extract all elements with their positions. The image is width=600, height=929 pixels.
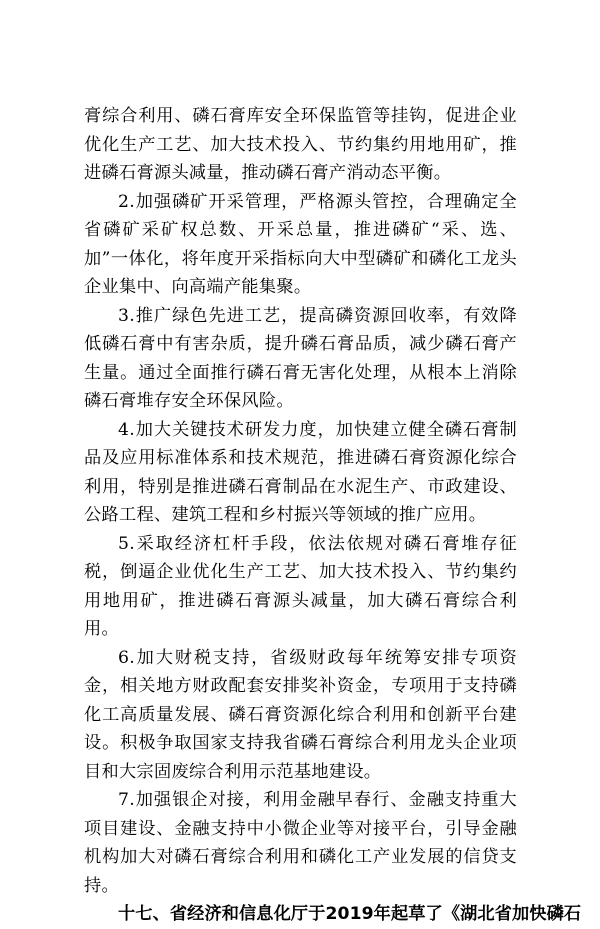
document-body [84, 102, 582, 929]
paragraph-item-6: 6.加大财税支持，省级财政每年统筹安排专项资金，相关地方财政配套安排奖补资金，专项用于支持磷化工高质量发展、磷石膏资源化综合利用和创新平台建设。积极争取国家支持我省磷石膏综合利用龙头企业项目和大宗固废综合利用示范基地建设。 [84, 647, 517, 782]
paragraph-item-7: 7.加强银企对接，利用金融早春行、金融支持重大项目建设、金融支持中小微企业等对接平台，引导金融机构加大对磷石膏综合利用和磷化工产业发展的信贷支持。 [84, 790, 517, 896]
paragraph-item-2: 2.加强磷矿开采管理，严格源头管控，合理确定全省磷矿采矿权总数、开采总量，推进磷矿“采、选、加”一体化，将年度开采指标向大中型磷矿和磷化工龙头企业集中、向高端产能集聚。 [84, 191, 517, 297]
paragraph-continuation: 膏综合利用、磷石膏库安全环保监管等挂钩，促进企业优化生产工艺、加大技术投入、节约集约用地用矿，推进磷石膏源头减量，推动磷石膏产消动态平衡。 [84, 106, 517, 183]
paragraph-item-5: 5.采取经济杠杆手段，依法依规对磷石膏堆存征税，倒逼企业优化生产工艺、加大技术投入、节约集约用地用矿，推进磷石膏源头减量，加大磷石膏综合利用。 [84, 533, 517, 639]
paragraph-item-4: 4.加大关键技术研发力度，加快建立健全磷石膏制品及应用标准体系和技术规范，推进磷石膏资源化综合利用，特别是推进磷石膏制品在水泥生产、市政建设、公路工程、建筑工程和乡村振兴等领域的推广应用。 [84, 419, 517, 525]
section-heading: 十七、省经济和信息化厅于2019年起草了《湖北省加快磷石 [118, 904, 582, 924]
paragraph-item-3: 3.推广绿色先进工艺，提高磷资源回收率，有效降低磷石膏中有害杂质，提升磷石膏品质，减少磷石膏产生量。通过全面推行磷石膏无害化处理，从根本上消除磷石膏堆存安全环保风险。 [84, 305, 517, 411]
